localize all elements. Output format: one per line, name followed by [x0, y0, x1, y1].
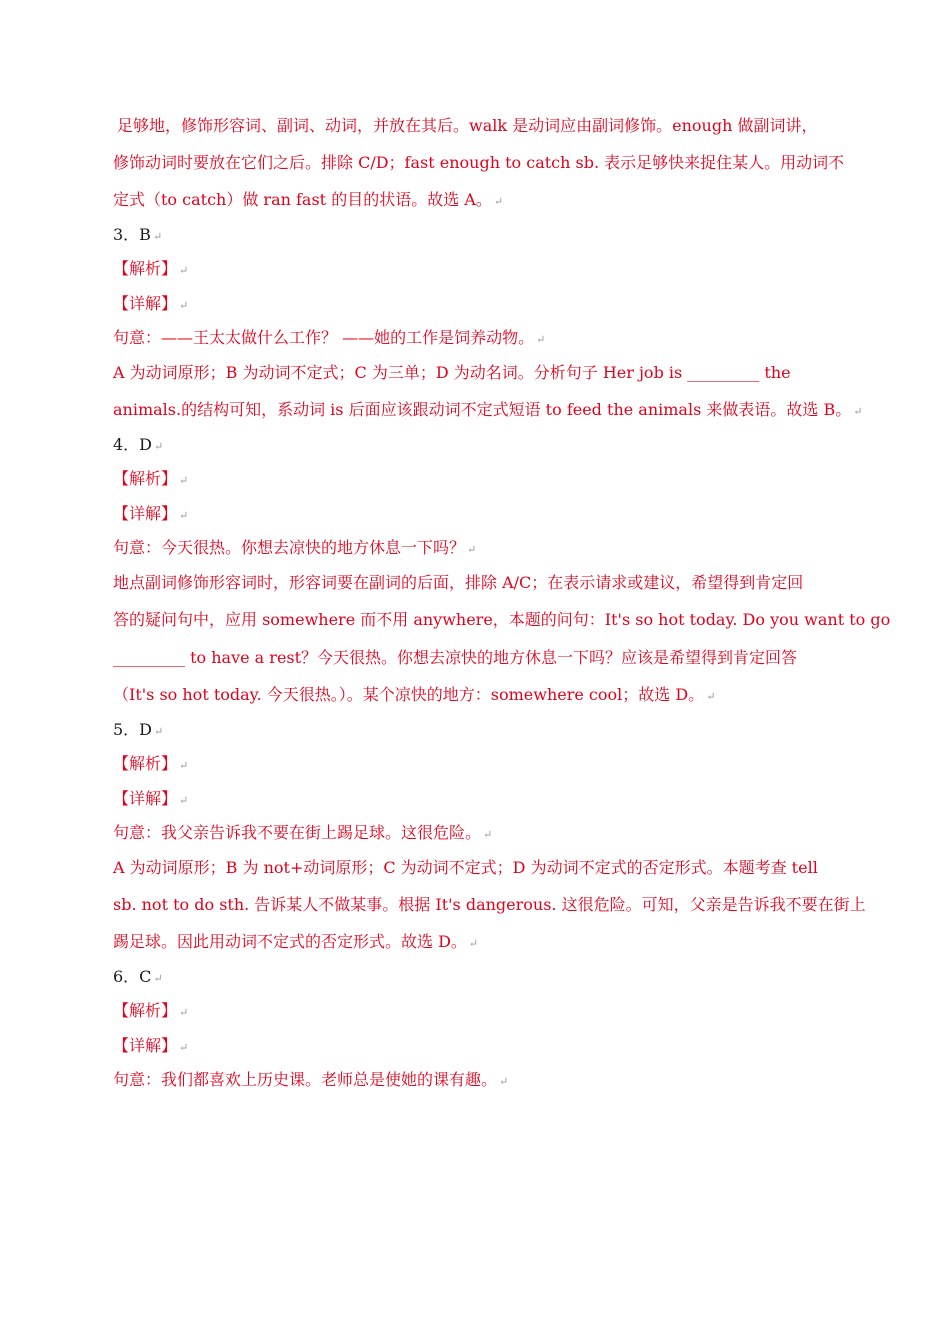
paragraph-mark: ↵ [154, 725, 164, 738]
sentence-meaning-5: 句意：我父亲告诉我不要在街上踢足球。这很危险。 ↵ [113, 823, 493, 842]
answer-5-heading: 5．D ↵ [113, 720, 164, 739]
explanation-4-line-3: _________ to have a rest？今天很热。你想去凉快的地方休息一下吗？应该是希望得到肯定回答 [113, 648, 798, 667]
detail-label: 【详解】 ↵ [113, 1036, 189, 1055]
analysis-label: 【解析】 ↵ [113, 469, 189, 488]
detail-label: 【详解】 ↵ [113, 789, 189, 808]
explanation-5-line-2: sb. not to do sth. 告诉某人不做某事。根据 It's dangerous. 这很危险。可知，父亲是告诉我不要在街上 [113, 895, 866, 914]
paragraph-mark: ↵ [853, 405, 863, 418]
sentence-meaning-4: 句意：今天很热。你想去凉快的地方休息一下吗？ ↵ [113, 538, 477, 557]
explanation-5-line-3: 踢足球。因此用动词不定式的否定形式。故选 D。 ↵ [113, 932, 479, 951]
paragraph-mark: ↵ [483, 828, 493, 841]
answer-6-heading: 6．C ↵ [113, 967, 163, 986]
paragraph-mark: ↵ [179, 759, 189, 772]
detail-label: 【详解】 ↵ [113, 294, 189, 313]
explanation-4-line-4: （It's so hot today. 今天很热。）。某个凉快的地方：somewhere cool；故选 D。 ↵ [113, 685, 716, 704]
paragraph-mark: ↵ [179, 474, 189, 487]
paragraph-mark: ↵ [179, 299, 189, 312]
analysis-line-1: 足够地，修饰形容词、副词、动词，并放在其后。walk 是动词应由副词修饰。enough 做副词讲， [117, 116, 818, 135]
paragraph-mark: ↵ [536, 333, 546, 346]
analysis-label: 【解析】 ↵ [113, 754, 189, 773]
paragraph-mark: ↵ [468, 937, 479, 950]
analysis-label: 【解析】 ↵ [113, 259, 189, 278]
paragraph-mark: ↵ [152, 230, 163, 243]
analysis-line-3: 定式（to catch）做 ran fast 的目的状语。故选 A。 ↵ [113, 190, 504, 209]
paragraph-mark: ↵ [179, 1041, 189, 1054]
explanation-3-line-2: animals.的结构可知，系动词 is 后面应该跟动词不定式短语 to feed the animals 来做表语。故选 B。 ↵ [113, 400, 863, 419]
explanation-4-line-1: 地点副词修饰形容词时，形容词要在副词的后面，排除 A/C；在表示请求或建议，希望得到肯定回 [113, 573, 804, 592]
paragraph-mark: ↵ [179, 509, 189, 522]
answer-3-heading: 3．B ↵ [113, 225, 163, 244]
paragraph-mark: ↵ [706, 690, 716, 703]
explanation-4-line-2: 答的疑问句中，应用 somewhere 而不用 anywhere，本题的问句：It's so hot today. Do you want to go [113, 610, 891, 629]
sentence-meaning-3: 句意：——王太太做什么工作？ ——她的工作是饲养动物。 ↵ [113, 328, 546, 347]
detail-label: 【详解】 ↵ [113, 504, 189, 523]
explanation-5-line-1: A 为动词原形；B 为 not+动词原形；C 为动词不定式；D 为动词不定式的否定形式。本题考查 tell [113, 858, 818, 877]
paragraph-mark: ↵ [499, 1075, 509, 1088]
analysis-line-2: 修饰动词时要放在它们之后。排除 C/D；fast enough to catch sb. 表示足够快来捉住某人。用动词不 [113, 153, 845, 172]
sentence-meaning-6: 句意：我们都喜欢上历史课。老师总是使她的课有趣。 ↵ [113, 1070, 509, 1089]
paragraph-mark: ↵ [467, 543, 477, 556]
paragraph-mark: ↵ [153, 972, 163, 985]
explanation-3-line-1: A 为动词原形；B 为动词不定式；C 为三单；D 为动名词。分析句子 Her job is _________ the [113, 363, 791, 382]
paragraph-mark: ↵ [179, 264, 189, 277]
analysis-label: 【解析】 ↵ [113, 1001, 189, 1020]
answer-4-heading: 4．D ↵ [113, 435, 164, 454]
paragraph-mark: ↵ [179, 1006, 189, 1019]
paragraph-mark: ↵ [179, 794, 189, 807]
paragraph-mark: ↵ [493, 195, 504, 208]
paragraph-mark: ↵ [154, 440, 164, 453]
